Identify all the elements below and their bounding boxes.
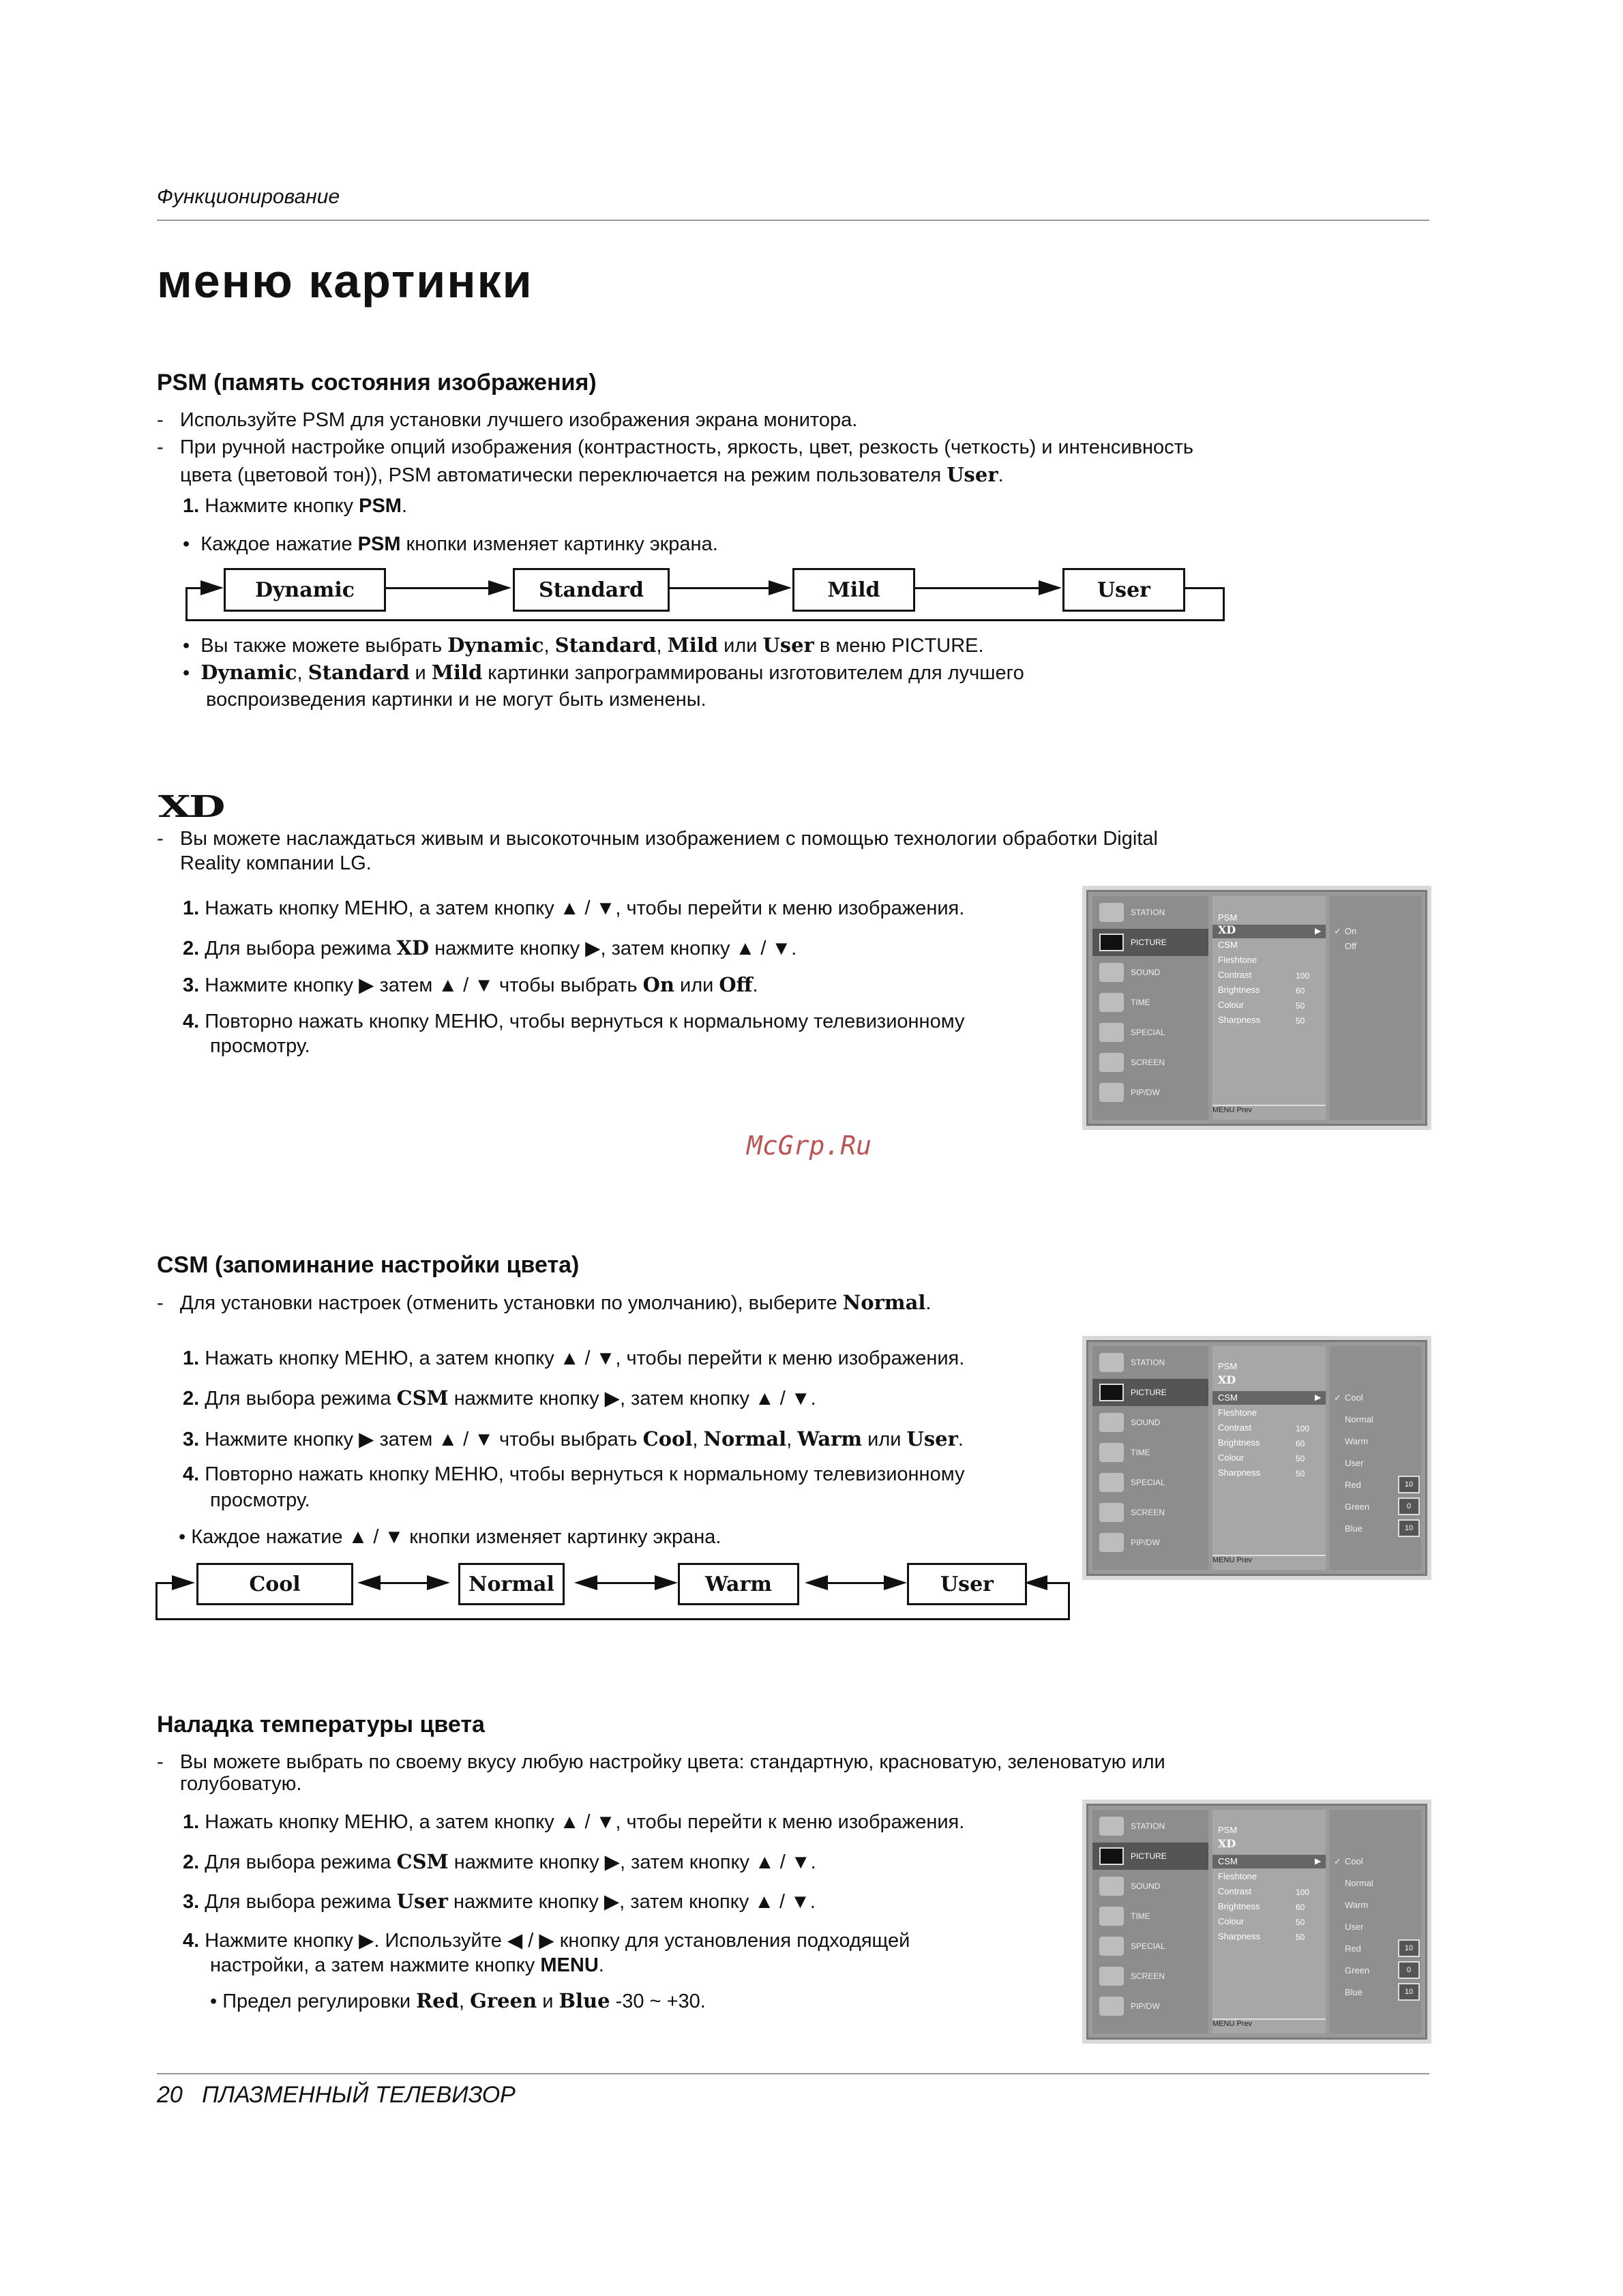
side-pipdw: PIP/DW — [1092, 1529, 1208, 1556]
csm-step-2: 2. Для выбора режима CSM нажмите кнопку ▶, затем кнопку ▲ / ▼. — [183, 1386, 816, 1410]
menu-options: ✓ On Off — [1330, 896, 1421, 1120]
flow-user: User — [1062, 568, 1185, 612]
temp-bullet-1-cont: голубоватую. — [180, 1773, 302, 1795]
psm-note-1: • Вы также можете выбрать Dynamic, Standard, Mild или User в меню PICTURE. — [183, 633, 984, 657]
flow-user-csm: User — [907, 1563, 1027, 1605]
menu-items: PSM XD ▶ CSM Fleshtone Contrast 100 Brightness 60 Colour 50 Sharpness 50 MENU Prev — [1212, 896, 1326, 1120]
side-pipdw: PIP/DW — [1092, 1079, 1208, 1106]
pip-icon — [1099, 1533, 1124, 1552]
station-icon — [1099, 1817, 1124, 1836]
xd-logo: XD — [158, 790, 224, 824]
page-footer — [157, 2082, 516, 2108]
menu-sidebar — [1092, 1810, 1208, 2033]
sound-icon — [1099, 963, 1124, 982]
tv-menu-xd — [1086, 890, 1427, 1126]
psm-note-2-cont: воспроизведения картинки и не могут быть изменены. — [206, 689, 706, 711]
csm-step-4-cont: просмотру. — [210, 1489, 310, 1511]
xd-intro: - Вы можете наслаждаться живым и высокоточным изображением с помощью технологии обработки Digital — [157, 828, 1158, 850]
psm-bullet-2: - При ручной настройке опций изображения (контрастность, яркость, цвет, резкость (четкость) и интенсивность — [157, 436, 1194, 458]
menu-items: PSM XD CSM ▶ Fleshtone Contrast 100 Brightness 60 Colour 50 Sharpness 50 MENU Prev — [1212, 1810, 1326, 2033]
temp-limit: • Предел регулировки Red, Green и Blue -30 ~ +30. — [210, 1989, 706, 2012]
temp-bullet-1: - Вы можете выбрать по своему вкусу любую настройку цвета: стандартную, красноватую, зеленоватую или — [157, 1751, 1165, 1773]
temp-step-2: 2. Для выбора режима CSM нажмите кнопку ▶, затем кнопку ▲ / ▼. — [183, 1850, 816, 1873]
csm-step-3: 3. Нажмите кнопку ▶ затем ▲ / ▼ чтобы выбрать Cool, Normal, Warm или User. — [183, 1427, 964, 1450]
side-time: TIME — [1092, 989, 1208, 1016]
header-rule — [157, 220, 1429, 221]
sound-icon — [1099, 1413, 1124, 1432]
arrow-right — [200, 580, 224, 595]
csm-each-press: • Каждое нажатие ▲ / ▼ кнопки изменяет картинку экрана. — [179, 1526, 721, 1548]
side-pipdw: PIP/DW — [1092, 1993, 1208, 2020]
page-title: меню картинки — [157, 254, 533, 308]
flow-mild: Mild — [792, 568, 915, 612]
picture-icon — [1099, 1847, 1124, 1865]
flow-cool: Cool — [196, 1563, 353, 1605]
station-icon — [1099, 1353, 1124, 1372]
screen-icon — [1099, 1503, 1124, 1522]
page-number: 20 — [157, 2082, 183, 2108]
check-icon: ✓ — [1334, 1856, 1341, 1866]
psm-note-2: • Dynamic, Standard и Mild картинки запрограммированы изготовителем для лучшего — [183, 661, 1024, 684]
side-screen: SCREEN — [1092, 1049, 1208, 1076]
arrow-right — [1039, 580, 1062, 595]
side-screen: SCREEN — [1092, 1499, 1208, 1526]
special-icon — [1099, 1937, 1124, 1956]
menu-sidebar — [1092, 1346, 1208, 1570]
clock-icon — [1099, 1443, 1124, 1462]
psm-bullet-2-cont: цвета (цветовой тон)), PSM автоматически переключается на режим пользователя User. — [180, 463, 1004, 486]
temp-step-4-cont: настройки, а затем нажмите кнопку MENU. — [210, 1954, 604, 1976]
picture-icon — [1099, 1384, 1124, 1401]
flow-standard: Standard — [513, 568, 670, 612]
side-special: SPECIAL — [1092, 1933, 1208, 1960]
csm-step-1: 1. Нажать кнопку МЕНЮ, а затем кнопку ▲ / ▼, чтобы перейти к меню изображения. — [183, 1347, 965, 1369]
psm-heading: PSM (память состояния изображения) — [157, 370, 597, 396]
flow-dynamic: Dynamic — [224, 568, 386, 612]
side-picture: PICTURE — [1092, 929, 1208, 956]
watermark: McGrp.Ru — [747, 1131, 872, 1161]
tv-menu-csm — [1086, 1340, 1427, 1576]
check-icon: ✓ — [1334, 1392, 1341, 1403]
side-station: STATION — [1092, 1813, 1208, 1840]
side-station: STATION — [1092, 1349, 1208, 1376]
side-picture: PICTURE — [1092, 1379, 1208, 1406]
menu-footer: MENU Prev — [1212, 1105, 1326, 1120]
side-sound: SOUND — [1092, 1873, 1208, 1900]
arrow-right — [488, 580, 511, 595]
csm-bullet-1: - Для установки настроек (отменить установки по умолчанию), выберите Normal. — [157, 1291, 932, 1314]
temp-step-3: 3. Для выбора режима User нажмите кнопку ▶, затем кнопку ▲ / ▼. — [183, 1890, 816, 1913]
clock-icon — [1099, 1907, 1124, 1926]
special-icon — [1099, 1023, 1124, 1042]
csm-heading: CSM (запоминание настройки цвета) — [157, 1252, 580, 1278]
section-header: Функционирование — [157, 185, 340, 208]
xd-step-3: 3. Нажмите кнопку ▶ затем ▲ / ▼ чтобы выбрать On или Off. — [183, 973, 758, 996]
temp-step-1: 1. Нажать кнопку МЕНЮ, а затем кнопку ▲ / ▼, чтобы перейти к меню изображения. — [183, 1811, 965, 1833]
menu-items: PSM XD CSM ▶ Fleshtone Contrast 100 Brightness 60 Colour 50 Sharpness 50 MENU Prev — [1212, 1346, 1326, 1570]
side-picture: PICTURE — [1092, 1843, 1208, 1870]
psm-bullet-1: - Используйте PSM для установки лучшего изображения экрана монитора. — [157, 409, 858, 431]
station-icon — [1099, 903, 1124, 922]
menu-options: ✓ Cool Normal Warm User Red 10 Green 0 Blue 10 — [1330, 1346, 1421, 1570]
submenu-arrow-icon: ▶ — [1315, 926, 1322, 936]
side-sound: SOUND — [1092, 959, 1208, 986]
temp-step-4: 4. Нажмите кнопку ▶. Используйте ◀ / ▶ кнопку для установления подходящей — [183, 1930, 910, 1952]
temp-heading: Наладка температуры цвета — [157, 1712, 485, 1738]
flow-warm: Warm — [678, 1563, 799, 1605]
clock-icon — [1099, 993, 1124, 1012]
tv-menu-temp — [1086, 1804, 1427, 2040]
side-time: TIME — [1092, 1439, 1208, 1466]
footer-title: ПЛАЗМЕННЫЙ ТЕЛЕВИЗОР — [202, 2082, 516, 2108]
side-special: SPECIAL — [1092, 1019, 1208, 1046]
xd-intro-cont: Reality компании LG. — [180, 852, 372, 874]
psm-each-press: • Каждое нажатие PSM кнопки изменяет картинку экрана. — [183, 533, 718, 555]
submenu-arrow-icon: ▶ — [1315, 1856, 1322, 1866]
sound-icon — [1099, 1877, 1124, 1896]
side-station: STATION — [1092, 899, 1208, 926]
pip-icon — [1099, 1997, 1124, 2016]
xd-step-2: 2. Для выбора режима XD нажмите кнопку ▶, затем кнопку ▲ / ▼. — [183, 936, 797, 959]
side-sound: SOUND — [1092, 1409, 1208, 1436]
menu-footer: MENU Prev — [1212, 1555, 1326, 1570]
footer-rule — [157, 2073, 1429, 2074]
pip-icon — [1099, 1083, 1124, 1102]
picture-icon — [1099, 934, 1124, 951]
arrow-right — [769, 580, 792, 595]
xd-step-1: 1. Нажать кнопку МЕНЮ, а затем кнопку ▲ / ▼, чтобы перейти к меню изображения. — [183, 897, 965, 919]
xd-step-4-cont: просмотру. — [210, 1035, 310, 1057]
psm-step-1: 1. Нажмите кнопку PSM. — [183, 495, 408, 517]
side-time: TIME — [1092, 1903, 1208, 1930]
submenu-arrow-icon: ▶ — [1315, 1392, 1322, 1402]
special-icon — [1099, 1473, 1124, 1492]
csm-step-4: 4. Повторно нажать кнопку МЕНЮ, чтобы вернуться к нормальному телевизионному — [183, 1463, 965, 1485]
flow-normal: Normal — [458, 1563, 565, 1605]
menu-sidebar — [1092, 896, 1208, 1120]
side-screen: SCREEN — [1092, 1963, 1208, 1990]
check-icon: ✓ — [1334, 926, 1341, 936]
side-special: SPECIAL — [1092, 1469, 1208, 1496]
xd-step-4: 4. Повторно нажать кнопку МЕНЮ, чтобы вернуться к нормальному телевизионному — [183, 1011, 965, 1032]
screen-icon — [1099, 1053, 1124, 1072]
menu-options: ✓ Cool Normal Warm User Red 10 Green 0 Blue 10 — [1330, 1810, 1421, 2033]
screen-icon — [1099, 1967, 1124, 1986]
menu-footer: MENU Prev — [1212, 2018, 1326, 2033]
